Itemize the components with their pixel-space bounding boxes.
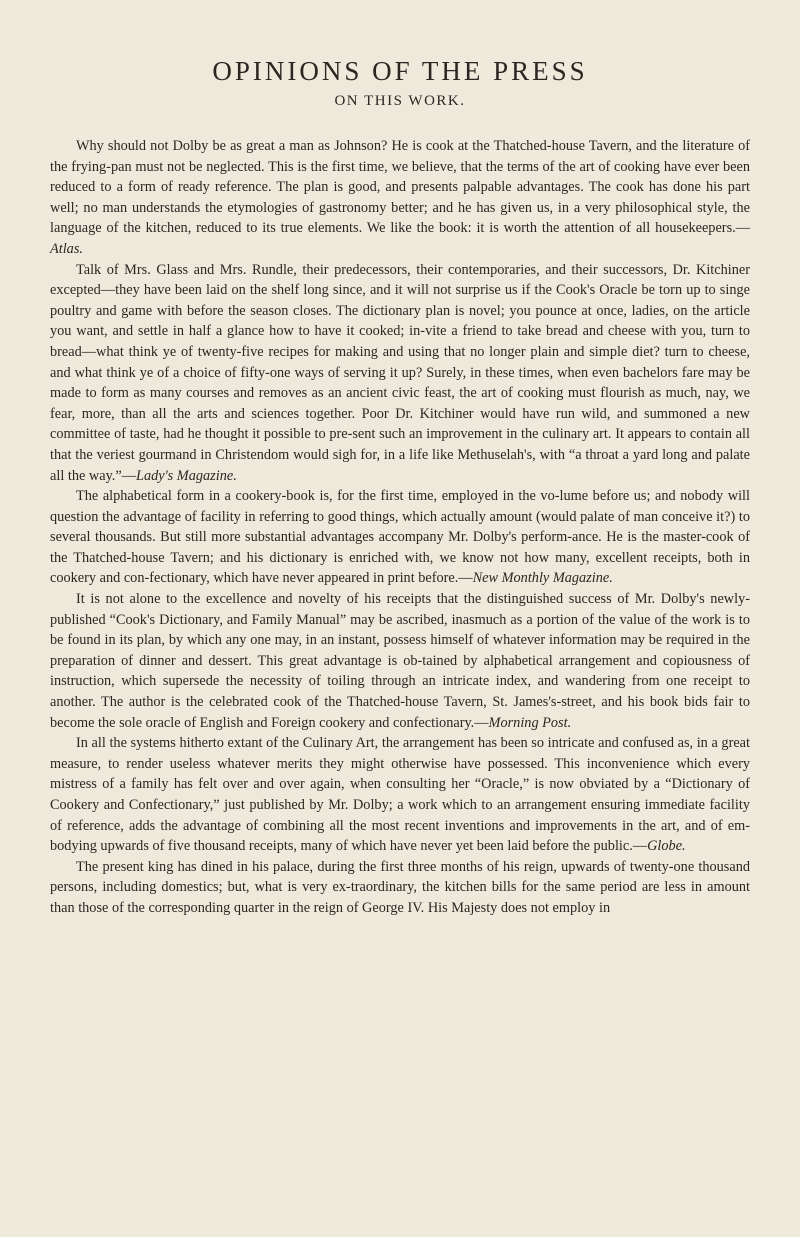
- review-morning-post: [50, 589, 750, 733]
- review-text: Why should not Dolby be as great a man as Johnson? He is cook at the Thatched-house Tavern, and the literature of the frying-pan must not be neglected. This is the first time, we believe, that the terms of the art of cooking have ever been reduced to a form of ready reference. The plan is good, and presents palpable advantages. The cook has done his part well; no man understands the etymologies of gastronomy better; and he has given us, in a very philosophical style, the language of the kitchen, reduced to its true elements. We like the book: it is worth the attention of all housekeepers.—: [50, 138, 750, 237]
- review-globe: [50, 733, 750, 857]
- review-king-dinners: [50, 857, 750, 919]
- review-source: Globe.: [647, 838, 686, 855]
- review-text: In all the systems hitherto extant of the Culinary Art, the arrangement has been so intricate and confused as, in a great measure, to render useless whatever merits they might otherwise have possessed. This inconvenience which every mistress of a family has felt over and over again, when consulting her “Oracle,” is now obviated by a “Dictionary of Cookery and Confectionary,” just published by Mr. Dolby; a work which to an arrangement ensuring immediate facility of reference, adds the advantage of combining all the most recent inventions and improvements in the art, and of em-bodying upwards of five thousand receipts, many of which have never yet been laid before the public.—: [50, 735, 750, 855]
- review-source: New Monthly Magazine.: [472, 570, 613, 587]
- review-text: The present king has dined in his palace, during the first three months of his reign, upwards of twenty-one thousand persons, including domestics; but, what is very ex-traordinary, the kitchen bills for the same period are less in amount than those of the corresponding quarter in the reign of George IV. His Majesty does not employ in: [50, 858, 750, 916]
- review-new-monthly-magazine: [50, 486, 750, 589]
- review-source: Morning Post.: [488, 714, 572, 731]
- review-text: The alphabetical form in a cookery-book is, for the first time, employed in the vo-lume before us; and nobody will question the advantage of facility in referring to good things, which actually amount (would palate of man conceive it?) to several thousands. But still more substantial advantages accompany Mr. Dolby's perform-ance. He is the master-cook of the Thatched-house Tavern; and his dictionary is enriched with, we know not how many, excellent receipts, both in cookery and con-fectionary, which have never appeared in print before.—: [50, 488, 750, 587]
- review-text: Talk of Mrs. Glass and Mrs. Rundle, their predecessors, their contemporaries, and their successors, Dr. Kitchiner excepted—they have been laid on the shelf long since, and it will not surprise us if the Cook's Oracle be torn up to singe poultry and game with before the season closes. The dictionary plan is novel; you pounce at once, ladies, on the article you want, and settle in half a glance how to have it cooked; in-vite a friend to take bread and cheese with you, turn to bread—what think ye of twenty-five recipes for making and using that no longer plain and simple diet? turn to cheese, and what think ye of a choice of fifty-one ways of serving it up? Surely, in these times, when even bachelors fare may be made to form as many courses and removes as an ancient civic feast, the art of cooking must flourish as much, nay, we fear, more, than all the arts and sciences together. Poor Dr. Kitchiner would have run wild, and summoned a new committee of taste, had he thought it possible to pre-sent such an improvement in the culinary art. It appears to contain all that the veriest gourmand in Christendom would sigh for, in a life like Methuselah's, with “a throat a yard long and palate all the way.”—: [50, 261, 750, 484]
- review-source: Atlas.: [50, 240, 83, 257]
- page-subtitle: ON THIS WORK.: [334, 93, 466, 109]
- review-ladys-magazine: [50, 260, 750, 487]
- page-title: OPINIONS OF THE PRESS: [212, 56, 588, 86]
- review-source: Lady's Magazine.: [136, 467, 237, 484]
- review-text: It is not alone to the excellence and novelty of his receipts that the distinguished success of Mr. Dolby's newly-published “Cook's Dictionary, and Family Manual” may be ascribed, inasmuch as a portion of the value of the work is to be found in its plan, by which any one may, in an instant, possess himself of whatever information may be required in the preparation of dinner and dessert. This great advantage is ob-tained by alphabetical arrangement and copiousness of instruction, which supersede the necessity of toiling through an intricate index, and wandering from one receipt to another. The author is the celebrated cook of the Thatched-house Tavern, St. James's-street, and his book bids fair to become the sole oracle of English and Foreign cookery and confectionary.—: [50, 591, 750, 731]
- review-atlas: [50, 136, 750, 260]
